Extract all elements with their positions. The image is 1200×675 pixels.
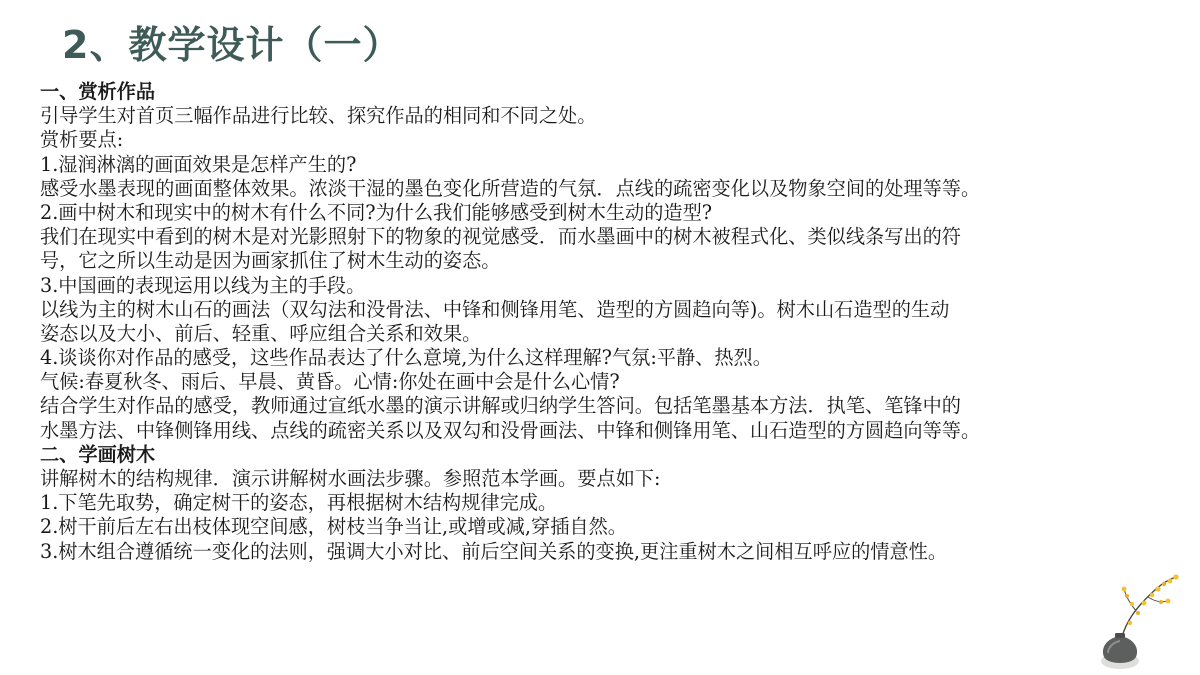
- text-line: 2.画中树木和现实中的树木有什么不同?为什么我们能够感受到树木生动的造型?: [40, 200, 713, 224]
- text-line: 姿态以及大小、前后、轻重、呼应组合关系和效果。: [40, 321, 482, 345]
- text-line: 1.湿润淋漓的画面效果是怎样产生的?: [40, 152, 357, 176]
- vase-icon: [1101, 633, 1139, 669]
- text-line: 2.树干前后左右出枝体现空间感，树枝当争当让,或增或减,穿插自然。: [40, 515, 627, 539]
- text-line: 以线为主的树木山石的画法（双勾法和没骨法、中锋和侧锋用笔、造型的方圆趋向等)。树木山石造型的生动: [40, 297, 950, 321]
- text-line: 引导学生对首页三幅作品进行比较、探究作品的相同和不同之处。: [40, 104, 597, 128]
- text-line: 感受水墨表现的画面整体效果。浓淡干湿的墨色变化所营造的气氛．点线的疏密变化以及物象空间的处理等等。: [40, 176, 981, 200]
- section-heading: 二、学画树木: [40, 442, 156, 466]
- text-line: 号，它之所以生动是因为画家抓住了树木生动的姿态。: [40, 249, 501, 273]
- blossom-branch-icon: [1120, 574, 1179, 645]
- slide-title: 2、教学设计（一）: [62, 23, 402, 67]
- text-line: 1.下笔先取势，确定树干的姿态，再根据树木结构规律完成。: [40, 491, 558, 515]
- vase-blossom-decoration: [1086, 571, 1186, 671]
- text-line: 结合学生对作品的感受，教师通过宣纸水墨的演示讲解或归纳学生答问。包括笔墨基本方法．执笔、笔锋中的: [40, 394, 961, 418]
- section-heading: 一、赏析作品: [40, 80, 156, 103]
- text-line: 赏析要点:: [40, 128, 124, 152]
- text-line: 水墨方法、中锋侧锋用线、点线的疏密关系以及双勾和没骨画法、中锋和侧锋用笔、山石造型的方圆趋向等等。: [40, 418, 981, 442]
- slide-body: [40, 80, 1198, 564]
- text-line: 3.中国画的表现运用以线为主的手段。: [40, 273, 366, 297]
- text-line: 讲解树木的结构规律．演示讲解树水画法步骤。参照范本学画。要点如下:: [40, 467, 661, 490]
- text-line: 我们在现实中看到的树木是对光影照射下的物象的视觉感受．而水墨画中的树木被程式化、类似线条写出的符: [40, 225, 961, 249]
- text-line: 4.谈谈你对作品的感受，这些作品表达了什么意境,为什么这样理解?气氛:平静、热烈。: [40, 346, 772, 370]
- text-line: 气候:春夏秋冬、雨后、早晨、黄昏。心情:你处在画中会是什么心情?: [40, 370, 620, 394]
- text-line: 3.树木组合遵循统一变化的法则，强调大小对比、前后空间关系的变换,更注重树木之间相互呼应的情意性。: [40, 539, 948, 563]
